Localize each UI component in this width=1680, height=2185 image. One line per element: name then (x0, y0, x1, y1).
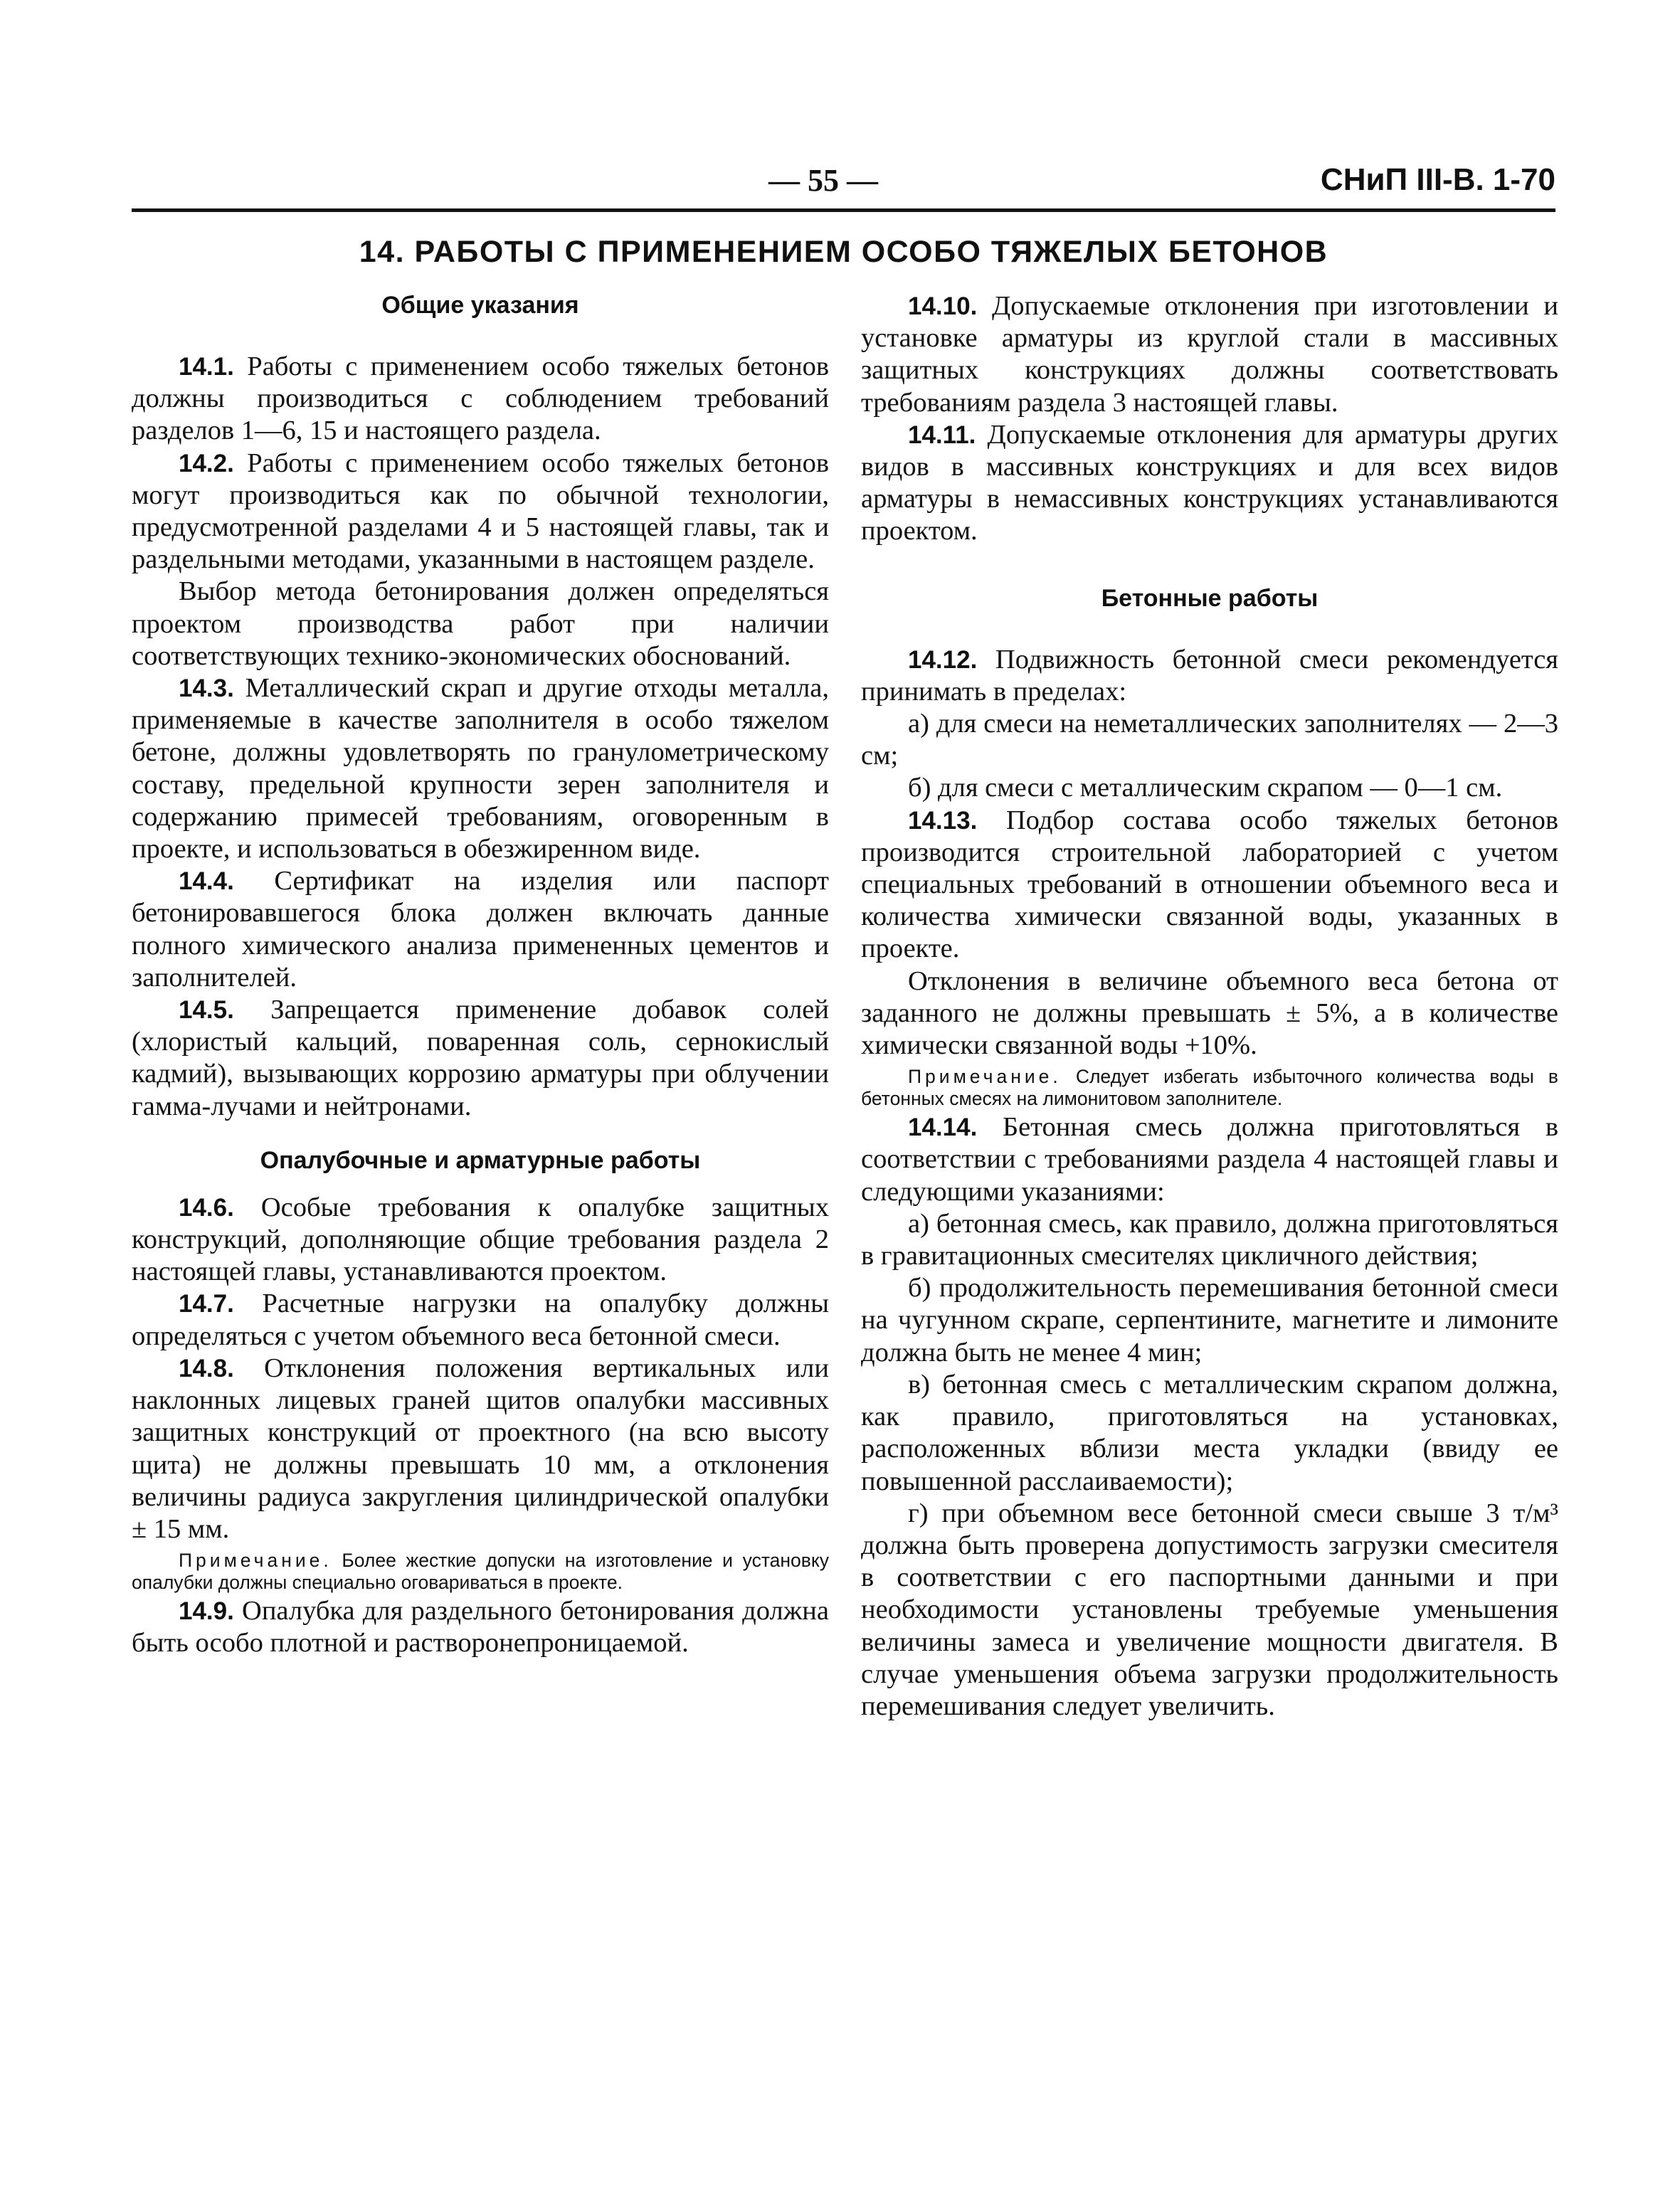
paragraph-text: Подбор состава особо тяжелых бетонов производится строительной лабораторией с учетом специальных требований в отношении объемного веса и количества химически связанной воды, указанных в проекте. (861, 805, 1558, 964)
paragraph-14-13 (861, 805, 1558, 965)
section-heading-concrete: Бетонные работы (1101, 584, 1319, 612)
paragraph-14-10 (861, 290, 1558, 419)
note-label: Примечание. (179, 1550, 332, 1572)
paragraph-14-6 (132, 1192, 829, 1289)
document-code: СНиП III-В. 1-70 (1320, 162, 1555, 197)
note-text: Следует избегать избыточного количества воды в бетонных смесях на лимонитовом заполнителе. (861, 1066, 1558, 1110)
paragraph-text: Подвижность бетонной смеси рекомендуется принимать в пределах: (861, 644, 1558, 707)
paragraph-14-13-continued: Отклонения в величине объемного веса бетона от заданного не должны превышать ± 5%, а в количестве химически связанной воды +10%. (861, 965, 1558, 1061)
paragraph-14-14-d: г) при объемном весе бетонной смеси свыше 3 т/м³ должна быть проверена допустимость загрузки смесителя в соответствии с его паспортными данными и при необходимости установлены требуемые уменьшения величины замеса и увеличение мощности двигателя. В случае уменьшения объема загрузки продолжительность перемешивания следует увеличить. (861, 1498, 1558, 1721)
paragraph-number: 14.8. (179, 1354, 234, 1382)
paragraph-text: Отклонения положения вертикальных или наклонных лицевых граней щитов опалубки массивных защитных конструкций от проектного (на всю высоту щита) не должны превышать 10 мм, а отклонения величины радиуса закругления цилиндрической опалубки ± 15 мм. (132, 1353, 829, 1544)
paragraph-number: 14.5. (179, 996, 234, 1025)
paragraph-14-2 (132, 448, 829, 576)
note-text: Более жесткие допуски на изготовление и установку опалубки должны специально оговариваться в проекте. (132, 1550, 829, 1594)
paragraph-14-12-a: а) для смеси на неметаллических заполнителях — 2—3 см; (861, 709, 1558, 771)
paragraph-14-1 (132, 351, 829, 448)
section-heading-general: Общие указания (381, 292, 579, 319)
paragraph-14-12 (861, 644, 1558, 708)
paragraph-14-4 (132, 865, 829, 994)
section-heading-formwork: Опалубочные и арматурные работы (260, 1146, 701, 1174)
paragraph-text: Расчетные нагрузки на опалубку должны определяться с учетом объемного веса бетонной смеси. (132, 1289, 829, 1351)
paragraph-14-11 (861, 419, 1558, 548)
paragraph-number: 14.12. (908, 645, 978, 674)
paragraph-14-14-c: в) бетонная смесь с металлическим скрапом должна, как правило, приготовляться на установках, расположенных вблизи места укладки (ввиду ее повышенной расслаиваемости); (861, 1369, 1558, 1496)
paragraph-14-3 (132, 672, 829, 865)
paragraph-14-14 (861, 1111, 1558, 1208)
paragraph-number: 14.9. (179, 1597, 234, 1626)
paragraph-14-14-b: б) продолжительность перемешивания бетонной смеси на чугунном скрапе, серпентините, магнетите и лимоните должна быть не менее 4 мин; (861, 1273, 1558, 1367)
paragraph-text: Опалубка для раздельного бетонирования должна быть особо плотной и растворонепроницаемой. (132, 1596, 829, 1658)
paragraph-text: Допускаемые отклонения при изготовлении и установке арматуры из круглой стали в массивных защитных конструкциях должны соответствовать требованиям раздела 3 настоящей главы. (861, 291, 1558, 418)
paragraph-text: Запрещается применение добавок солей (хлористый кальций, поваренная соль, сернокислый кадмий), вызывающих коррозию арматуры при облучении гамма-лучами и нейтронами. (132, 995, 829, 1121)
paragraph-number: 14.4. (179, 867, 234, 896)
paragraph-text: Допускаемые отклонения для арматуры других видов в массивных конструкциях и для всех видов арматуры в немассивных конструкциях устанавливаются проектом. (861, 419, 1558, 546)
paragraph-number: 14.13. (908, 806, 978, 835)
header-rule (132, 208, 1555, 212)
paragraph-number: 14.11. (908, 420, 976, 449)
paragraph-14-2-continued: Выбор метода бетонирования должен определяться проектом производства работ при наличии соответствующих технико-экономических обоснований. (132, 576, 829, 671)
paragraph-14-12-b: б) для смеси с металлическим скрапом — 0—1 см. (908, 773, 1503, 803)
paragraph-number: 14.3. (179, 674, 234, 703)
paragraph-number: 14.7. (179, 1290, 234, 1318)
note-formwork (132, 1550, 829, 1594)
right-column (861, 290, 1558, 1723)
paragraph-text: Работы с применением особо тяжелых бетонов могут производиться как по обычной технологии, предусмотренной разделами 4 и 5 настоящей главы, так и раздельными методами, указанными в настоящем разделе. (132, 448, 829, 575)
paragraph-number: 14.1. (179, 353, 234, 381)
page-number: — 55 — (768, 163, 878, 198)
paragraph-number: 14.6. (179, 1193, 234, 1222)
left-column (132, 290, 829, 1660)
note-water (861, 1066, 1558, 1110)
paragraph-text: Бетонная смесь должна приготовляться в соответствии с требованиями раздела 4 настоящей главы и следующими указаниями: (861, 1112, 1558, 1207)
paragraph-14-5 (132, 994, 829, 1123)
note-label: Примечание. (908, 1066, 1062, 1088)
paragraph-14-14-a: а) бетонная смесь, как правило, должна приготовляться в гравитационных смесителях цикличного действия; (861, 1208, 1558, 1271)
paragraph-number: 14.14. (908, 1113, 978, 1142)
paragraph-14-7 (132, 1288, 829, 1352)
paragraph-text: Особые требования к опалубке защитных конструкций, дополняющие общие требования раздела 2 настоящей главы, устанавливаются проектом. (132, 1192, 829, 1287)
paragraph-14-9 (132, 1595, 829, 1659)
chapter-title: 14. РАБОТЫ С ПРИМЕНЕНИЕМ ОСОБО ТЯЖЕЛЫХ БЕТОНОВ (359, 235, 1328, 269)
paragraph-text: Работы с применением особо тяжелых бетонов должны производиться с соблюдением требований разделов 1—6, 15 и настоящего раздела. (132, 351, 829, 446)
paragraph-text: Сертификат на изделия или паспорт бетонировавшегося блока должен включать данные полного химического анализа примененных цементов и заполнителей. (132, 866, 829, 993)
paragraph-14-8 (132, 1353, 829, 1545)
paragraph-number: 14.10. (908, 292, 978, 320)
paragraph-text: Металлический скрап и другие отходы металла, применяемые в качестве заполнителя в особо тяжелом бетоне, должны удовлетворять по гранулометрическому составу, предельной крупности зерен заполнителя и содержанию примесей требованиям, оговоренным в проекте, и использоваться в обезжиренном виде. (132, 673, 829, 864)
paragraph-number: 14.2. (179, 449, 234, 477)
